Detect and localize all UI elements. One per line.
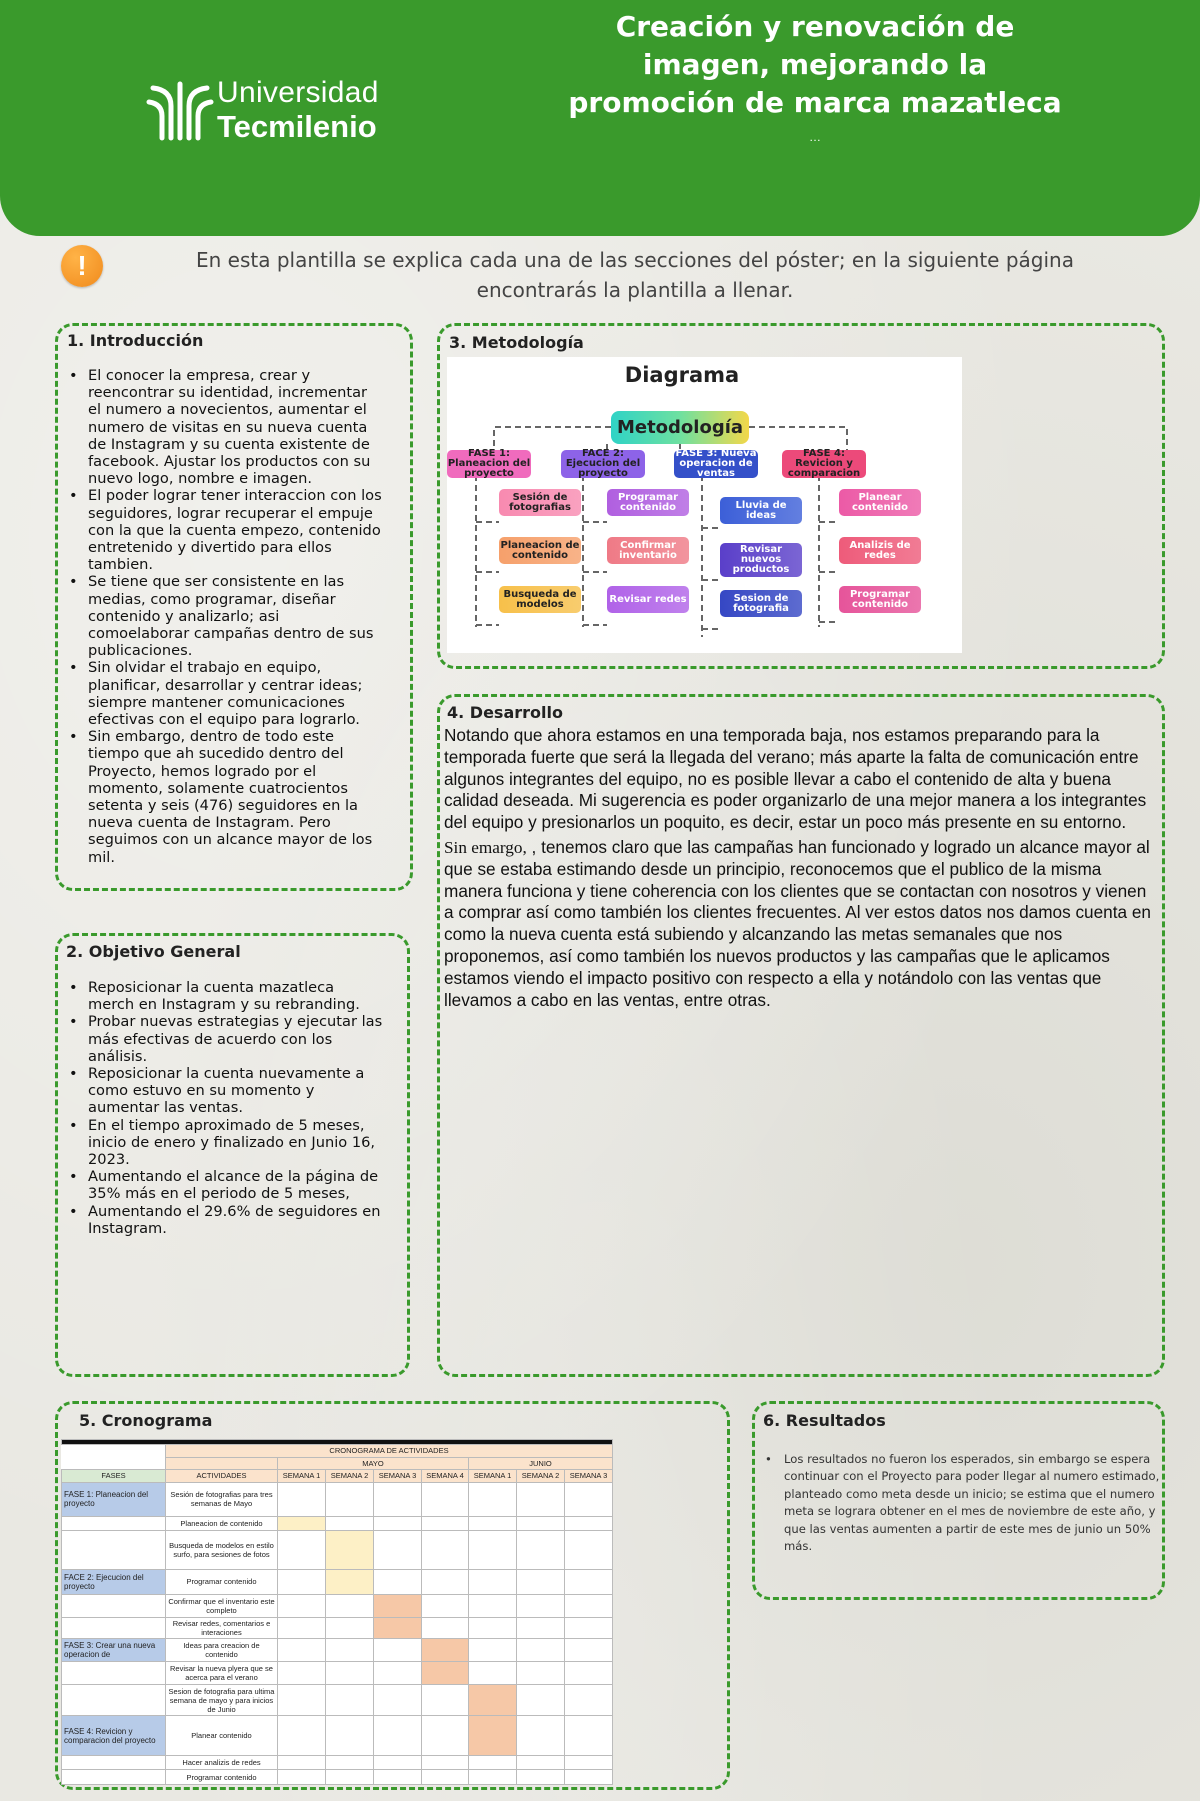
week-cell xyxy=(565,1716,613,1755)
table-row xyxy=(62,1516,613,1531)
diagram-task-node: Lluvia de ideas xyxy=(720,497,802,524)
week-cell xyxy=(517,1617,565,1639)
week-cell xyxy=(565,1482,613,1516)
week-cell xyxy=(517,1716,565,1755)
week-cell xyxy=(517,1662,565,1685)
month-header: MAYO xyxy=(278,1457,469,1470)
col-header-actividades: ACTIVIDADES xyxy=(166,1470,278,1483)
actividad-cell: Confirmar que el inventario este completo xyxy=(166,1594,278,1617)
week-cell xyxy=(278,1716,326,1755)
list-item: • Sin embargo, dentro de todo este tiempo que ah sucedido dentro del Proyecto, hemos logrado por el momento, solamente cuatrocientos setenta y seis (476) seguidores en la nueva cuenta de Instagram. Pero seguimos con un alcance mayor de los mil. xyxy=(66,728,384,866)
week-cell xyxy=(469,1639,517,1662)
week-cell xyxy=(517,1569,565,1594)
week-cell xyxy=(469,1662,517,1685)
fase-cell xyxy=(62,1516,166,1531)
week-cell xyxy=(374,1531,422,1569)
week-cell xyxy=(517,1516,565,1531)
week-cell xyxy=(469,1531,517,1569)
metodologia-title: 3. Metodología xyxy=(449,333,584,352)
week-cell xyxy=(469,1594,517,1617)
week-cell xyxy=(374,1617,422,1639)
logo-line-universidad: Universidad xyxy=(217,76,379,109)
diagram-task-node: Programar contenido xyxy=(839,586,921,613)
desarrollo-title: 4. Desarrollo xyxy=(447,703,563,722)
week-cell xyxy=(565,1662,613,1685)
week-cell xyxy=(565,1639,613,1662)
week-cell xyxy=(326,1516,374,1531)
introduccion-list xyxy=(66,367,384,866)
fase-cell: FACE 2: Ejecucion del proyecto xyxy=(62,1569,166,1594)
fase-cell xyxy=(62,1531,166,1569)
week-cell xyxy=(374,1662,422,1685)
list-item: • El conocer la empresa, crear y reencontrar su identidad, incrementar el numero a novecientos, aumentar el numero de visitas en su nueva cuenta de Instagram y su cuenta existente de facebook. Ajustar los productos con su nuevo logo, nombre e imagen. xyxy=(66,367,384,487)
week-cell xyxy=(565,1569,613,1594)
week-cell xyxy=(326,1639,374,1662)
table-row xyxy=(62,1662,613,1685)
week-cell xyxy=(374,1569,422,1594)
week-cell xyxy=(374,1685,422,1716)
cronograma-title: 5. Cronograma xyxy=(79,1411,213,1430)
week-cell xyxy=(565,1516,613,1531)
week-cell xyxy=(469,1716,517,1755)
poster-title: Creación y renovación de imagen, mejorando la promoción de marca mazatleca xyxy=(568,10,1062,119)
list-item: • Aumentando el alcance de la página de 35% más en el periodo de 5 meses, xyxy=(66,1168,384,1202)
week-cell xyxy=(469,1755,517,1770)
list-item: • Se tiene que ser consistente en las medias, como programar, diseñar contenido y analizarlo; asi comoelaborar campañas dentro de sus publicaciones. xyxy=(66,573,384,659)
actividad-cell: Busqueda de modelos en estilo surfo, para sesiones de fotos xyxy=(166,1531,278,1569)
col-header-week: SEMANA 2 xyxy=(517,1470,565,1483)
col-header-week: SEMANA 1 xyxy=(469,1470,517,1483)
week-cell xyxy=(326,1716,374,1755)
week-cell xyxy=(469,1516,517,1531)
fase-cell xyxy=(62,1662,166,1685)
fase-cell xyxy=(62,1617,166,1639)
week-cell xyxy=(469,1770,517,1785)
fase-cell: FASE 4: Revicion y comparacion del proyecto xyxy=(62,1716,166,1755)
list-item: • Aumentando el 29.6% de seguidores en Instagram. xyxy=(66,1203,384,1237)
diagram-phase-node: FASE 1: Planeacion del proyecto xyxy=(447,448,531,479)
week-cell xyxy=(565,1617,613,1639)
col-header-week: SEMANA 1 xyxy=(278,1470,326,1483)
table-row xyxy=(62,1685,613,1716)
week-cell xyxy=(422,1594,469,1617)
col-header-week: SEMANA 3 xyxy=(565,1470,613,1483)
week-cell xyxy=(422,1639,469,1662)
week-cell xyxy=(278,1770,326,1785)
week-cell xyxy=(469,1685,517,1716)
desarrollo-paragraph-1: Notando que ahora estamos en una temporada baja, nos estamos preparando para la temporada fuerte que será la llegada del verano; más aparte la falta de comunicación entre algunos integrantes del equipo, no es posible llevar a cabo el contenido de alta y buena calidad deseada. Mi sugerencia es poder organizarlo de una mejor manera a los integrantes del equipo y presionarlos un poquito, es decir, estar un poco más presente en su entorno. xyxy=(444,725,1147,833)
week-cell xyxy=(565,1531,613,1569)
week-cell xyxy=(278,1569,326,1594)
logo-line-tecmilenio: Tecmilenio xyxy=(217,109,377,144)
week-cell xyxy=(517,1639,565,1662)
list-item: • Probar nuevas estrategias y ejecutar las más efectivas de acuerdo con los análisis. xyxy=(66,1013,384,1065)
fase-cell xyxy=(62,1685,166,1716)
week-cell xyxy=(326,1569,374,1594)
week-cell xyxy=(326,1755,374,1770)
fase-cell: FASE 3: Crear una nueva operacion de xyxy=(62,1639,166,1662)
week-cell xyxy=(565,1594,613,1617)
actividad-cell: Ideas para creacion de contenido xyxy=(166,1639,278,1662)
diagram-task-node: Planear contenido xyxy=(839,489,921,516)
poster-subtitle: … xyxy=(809,130,821,144)
diagram-task-node: Planeacion de contenido xyxy=(499,537,581,564)
actividad-cell: Revisar la nueva plyera que se acerca para el verano xyxy=(166,1662,278,1685)
week-cell xyxy=(374,1639,422,1662)
university-logo xyxy=(145,76,395,146)
cronograma-table xyxy=(61,1439,613,1785)
week-cell xyxy=(374,1594,422,1617)
actividad-cell: Revisar redes, comentarios e interaciones xyxy=(166,1617,278,1639)
exclamation-icon: ! xyxy=(61,245,103,287)
table-row xyxy=(62,1482,613,1516)
week-cell xyxy=(326,1770,374,1785)
week-cell xyxy=(278,1639,326,1662)
list-item: • En el tiempo aproximado de 5 meses, inicio de enero y finalizado en Junio 16, 2023. xyxy=(66,1117,384,1169)
month-header: JUNIO xyxy=(469,1457,613,1470)
week-cell xyxy=(278,1755,326,1770)
tecmilenio-logo-icon xyxy=(145,76,215,146)
week-cell xyxy=(517,1594,565,1617)
week-cell xyxy=(278,1685,326,1716)
week-cell xyxy=(469,1617,517,1639)
diagram-phase-node: FASE 3: Nueva operacion de ventas xyxy=(675,448,757,479)
desarrollo-paragraph-2-body: , tenemos claro que las campañas han funcionado y logrado un alcance mayor al que se estaba estimando desde un principio, reconocemos que el publico de la misma manera funciona y tiene coherencia con los clientes que se contactan con nosotros y vienen a comprar así como también los clientes frecuentes. Al ver estos datos nos damos cuenta en como la nueva cuenta está subiendo y alcanzando las metas semanales que nos proponemos, así como también los nuevos productos y las campañas que le aplicamos estamos viendo el impacto positivo con respecto a ella y notándolo con las ventas que llevamos a cabo en las ventas, entre otras. xyxy=(444,836,1151,1010)
actividad-cell: Sesión de fotografias para tres semanas de Mayo xyxy=(166,1482,278,1516)
actividad-cell: Programar contenido xyxy=(166,1770,278,1785)
week-cell xyxy=(374,1482,422,1516)
week-cell xyxy=(374,1716,422,1755)
week-cell xyxy=(374,1516,422,1531)
week-cell xyxy=(565,1770,613,1785)
template-notice: En esta plantilla se explica cada una de las secciones del póster; en la siguiente página encontrarás la plantilla a llenar. xyxy=(196,248,1074,302)
objetivo-list xyxy=(66,979,384,1237)
col-header-week: SEMANA 3 xyxy=(374,1470,422,1483)
week-cell xyxy=(422,1755,469,1770)
table-row xyxy=(62,1445,613,1458)
week-cell xyxy=(422,1716,469,1755)
fase-cell xyxy=(62,1770,166,1785)
col-header-week: SEMANA 2 xyxy=(326,1470,374,1483)
week-cell xyxy=(469,1482,517,1516)
diagram-task-node: Confirmar inventario xyxy=(607,537,689,564)
week-cell xyxy=(326,1482,374,1516)
table-row xyxy=(62,1755,613,1770)
week-cell xyxy=(278,1531,326,1569)
week-cell xyxy=(565,1755,613,1770)
introduccion-title: 1. Introducción xyxy=(67,331,204,350)
week-cell xyxy=(326,1617,374,1639)
table-row xyxy=(62,1770,613,1785)
week-cell xyxy=(565,1685,613,1716)
week-cell xyxy=(278,1617,326,1639)
col-header-fases: FASES xyxy=(62,1470,166,1483)
week-cell xyxy=(278,1662,326,1685)
week-cell xyxy=(422,1482,469,1516)
table-row xyxy=(62,1457,613,1470)
week-cell xyxy=(278,1516,326,1531)
diagram-phase-node: FASE 4: Revicion y comparacion xyxy=(782,450,866,478)
desarrollo-paragraph-2-lead: Sin emargo, xyxy=(444,837,527,857)
week-cell xyxy=(374,1770,422,1785)
diagram-task-node: Sesion de fotografia xyxy=(720,590,802,617)
week-cell xyxy=(517,1755,565,1770)
actividad-cell: Planeacion de contenido xyxy=(166,1516,278,1531)
diagram-task-node: Revisar nuevos productos xyxy=(720,543,802,577)
week-cell xyxy=(326,1594,374,1617)
diagram-phase-node: FACE 2: Ejecucion del proyecto xyxy=(561,450,645,478)
table-row xyxy=(62,1594,613,1617)
week-cell xyxy=(422,1662,469,1685)
fase-cell: FASE 1: Planeacion del proyecto xyxy=(62,1482,166,1516)
resultados-title: 6. Resultados xyxy=(763,1411,886,1430)
objetivo-title: 2. Objetivo General xyxy=(66,942,241,961)
table-title: CRONOGRAMA DE ACTIVIDADES xyxy=(166,1445,613,1458)
week-cell xyxy=(517,1482,565,1516)
week-cell xyxy=(422,1516,469,1531)
week-cell xyxy=(278,1482,326,1516)
week-cell xyxy=(422,1770,469,1785)
week-cell xyxy=(326,1531,374,1569)
table-row xyxy=(62,1569,613,1594)
list-item: • Los resultados no fueron los esperados, sin embargo se espera continuar con el Proyecto para poder llegar al numero estimado, planteado como meta desde un inicio; se estima que el numero meta se lograra obtener en el mes de noviembre de este año, y que las ventas aumenten a partir de este mes de junio un 50% más. xyxy=(762,1451,1160,1555)
list-item: • Reposicionar la cuenta mazatleca merch en Instagram y su rebranding. xyxy=(66,979,384,1013)
metodologia-diagram xyxy=(447,357,962,653)
week-cell xyxy=(278,1594,326,1617)
list-item: • Reposicionar la cuenta nuevamente a como estuvo en su momento y aumentar las ventas. xyxy=(66,1065,384,1117)
week-cell xyxy=(374,1755,422,1770)
diagram-task-node: Sesión de fotografias xyxy=(499,489,581,516)
fase-cell xyxy=(62,1755,166,1770)
list-item: • El poder lograr tener interaccion con los seguidores, lograr recuperar el empuje con la que la cuenta empezo, contenido entretenido y divertido para ellos tambien. xyxy=(66,487,384,573)
week-cell xyxy=(469,1569,517,1594)
diagram-task-node: Busqueda de modelos xyxy=(499,586,581,613)
week-cell xyxy=(326,1685,374,1716)
actividad-cell: Hacer analizis de redes xyxy=(166,1755,278,1770)
table-row xyxy=(62,1716,613,1755)
week-cell xyxy=(422,1531,469,1569)
list-item: • Sin olvidar el trabajo en equipo, planificar, desarrollar y centrar ideas; siempre mantener comunicaciones efectivas con el equipo para lograrlo. xyxy=(66,659,384,728)
header-banner xyxy=(0,0,1200,236)
desarrollo-text xyxy=(444,725,1154,1011)
col-header-week: SEMANA 4 xyxy=(422,1470,469,1483)
week-cell xyxy=(422,1569,469,1594)
week-cell xyxy=(422,1617,469,1639)
diagram-title: Diagrama xyxy=(624,363,740,387)
table-row xyxy=(62,1639,613,1662)
actividad-cell: Planear contenido xyxy=(166,1716,278,1755)
fase-cell xyxy=(62,1594,166,1617)
diagram-task-node: Revisar redes xyxy=(607,586,689,613)
diagram-task-node: Programar contenido xyxy=(607,489,689,516)
table-header-row xyxy=(62,1470,613,1483)
week-cell xyxy=(517,1770,565,1785)
actividad-cell: Programar contenido xyxy=(166,1569,278,1594)
week-cell xyxy=(422,1685,469,1716)
diagram-root-node: Metodología xyxy=(611,411,749,444)
week-cell xyxy=(517,1685,565,1716)
table-row xyxy=(62,1617,613,1639)
week-cell xyxy=(517,1531,565,1569)
table-row xyxy=(62,1531,613,1569)
resultados-list xyxy=(762,1451,1160,1555)
diagram-task-node: Analizis de redes xyxy=(839,537,921,564)
actividad-cell: Sesion de fotografia para ultima semana de mayo y para inicios de Junio xyxy=(166,1685,278,1716)
week-cell xyxy=(326,1662,374,1685)
desarrollo-paragraph-2 xyxy=(444,837,1154,1011)
